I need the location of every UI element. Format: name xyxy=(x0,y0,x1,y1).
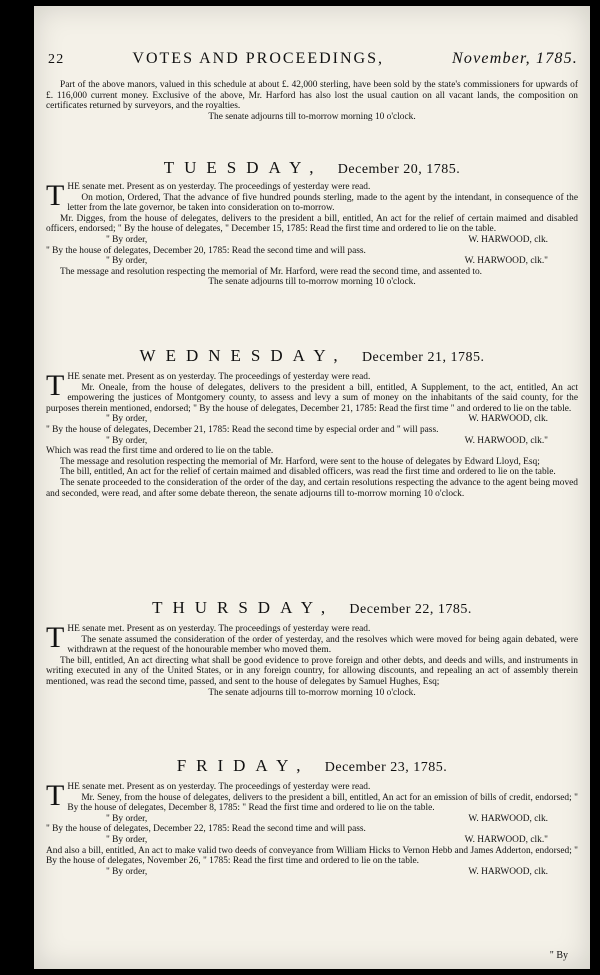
tuesday-heading xyxy=(46,158,578,178)
tuesday-section xyxy=(46,179,578,288)
friday-heading xyxy=(46,756,578,776)
wednesday-section xyxy=(46,369,578,499)
clerk-name: W. HARWOOD, clk. xyxy=(468,414,548,425)
signature-line xyxy=(46,256,578,267)
by-order: " By order, xyxy=(106,866,148,877)
intro-section xyxy=(46,80,578,122)
paragraph: " By the house of delegates, December 21, 1785: Read the second time by especial order and " will pass. xyxy=(46,424,439,435)
clerk-name: W. HARWOOD, clk. xyxy=(468,234,548,245)
paragraph: HE senate met. Present as on yesterday. The proceedings of yesterday were read. xyxy=(67,624,371,634)
signature-line xyxy=(46,867,578,878)
catchword: " By xyxy=(549,950,568,961)
clerk-name: W. HARWOOD, clk. xyxy=(468,866,548,877)
day-name: WEDNESDAY, xyxy=(139,346,348,365)
intro-paragraph: Part of the above manors, valued in this schedule at about £. 42,000 sterling, have been sold by the state's commissioners for upwards of £. 116,000 current money. Exclusive of the above, Mr. Harford has also lost the usual caution on all vacant lands, the composition on certificates returned by surveyors, and the royalties. xyxy=(46,80,578,112)
paragraph: And also a bill, entitled, An act to make valid two deeds of conveyance from William Hicks to Vernon Hebb and James Adderton, endorsed; " By the house of delegates, November 26, " 1785: Read the first time and ordered to lie on the table. xyxy=(46,845,578,867)
by-order: " By order, xyxy=(106,834,148,845)
paragraph: The senate assumed the consideration of the order of yesterday, and the resolves which were moved for being again debated, were withdrawn at the request of the honourable member who moved them. xyxy=(67,634,578,656)
friday-section xyxy=(46,779,578,877)
signature-line xyxy=(46,835,578,846)
adjourn-line: The senate adjourns till to-morrow morning 10 o'clock. xyxy=(208,277,416,288)
signature-line xyxy=(46,235,578,246)
paragraph: " By the house of delegates, December 22, 1785: Read the second time and will pass. xyxy=(46,824,366,835)
paragraph: HE senate met. Present as on yesterday. The proceedings of yesterday were read. xyxy=(67,372,371,382)
by-order: " By order, xyxy=(106,256,148,267)
page-header xyxy=(48,50,578,68)
document-page xyxy=(34,6,590,969)
clerk-name: W. HARWOOD, clk. xyxy=(468,813,548,824)
paragraph: On motion, Ordered, That the advance of five hundred pounds sterling, made to the agent by the intendant, in consequence of the letter from the late governor, be taken into consideration on to-morrow. xyxy=(67,192,578,214)
paragraph: The bill, entitled, An act for the relief of certain maimed and disabled officers, was read the first time and ordered to lie on the table. xyxy=(60,467,556,478)
paragraph: The bill, entitled, An act directing what shall be good evidence to prove foreign and other debts, and deeds and wills, and instruments in writing executed in any of the United States, or in any foreign country, for allowing discounts, and repealing an act of assembly therein mentioned, was read the second time, passed, and sent to the house of delegates by Samuel Hughes, Esq; xyxy=(46,655,578,687)
day-name: THURSDAY, xyxy=(152,598,336,617)
drop-cap: T xyxy=(46,179,65,212)
paragraph: Mr. Seney, from the house of delegates, delivers to the president a bill, entitled, An act for an emission of bills of credit, endorsed; " By the house of delegates, December 8, 1785: " Read the first time and ordered to lie on the table. xyxy=(67,792,578,814)
day-date: December 21, 1785. xyxy=(361,350,485,365)
running-title: VOTES AND PROCEEDINGS, xyxy=(132,50,384,67)
thursday-section xyxy=(46,621,578,698)
clerk-name: W. HARWOOD, clk." xyxy=(464,435,548,446)
paragraph: " By the house of delegates, December 20, 1785: Read the second time and will pass. xyxy=(46,245,366,256)
paragraph: Mr. Digges, from the house of delegates, delivers to the president a bill, entitled, An act for the relief of certain maimed and disabled officers, endorsed; " By the house of delegates, " December 15, 1785: Read the first time and ordered to lie on the table. xyxy=(46,213,578,235)
paragraph: HE senate met. Present as on yesterday. The proceedings of yesterday were read. xyxy=(67,182,371,192)
by-order: " By order, xyxy=(106,234,148,245)
paragraph: Which was read the first time and ordered to lie on the table. xyxy=(46,446,274,457)
paragraph: The message and resolution respecting the memorial of Mr. Harford, were read the second time, and assented to. xyxy=(60,266,482,277)
drop-cap: T xyxy=(46,779,65,812)
intro-adjourn: The senate adjourns till to-morrow morning 10 o'clock. xyxy=(208,111,416,122)
signature-line xyxy=(46,436,578,447)
page-number: 22 xyxy=(48,52,65,67)
by-order: " By order, xyxy=(106,435,148,446)
wednesday-heading xyxy=(46,346,578,366)
signature-line xyxy=(46,814,578,825)
by-order: " By order, xyxy=(106,813,148,824)
by-order: " By order, xyxy=(106,414,148,425)
drop-cap: T xyxy=(46,369,65,402)
day-date: December 22, 1785. xyxy=(349,602,472,617)
clerk-name: W. HARWOOD, clk." xyxy=(464,256,548,267)
clerk-name: W. HARWOOD, clk." xyxy=(464,834,548,845)
paragraph: The senate proceeded to the consideration of the order of the day, and certain resolutions respecting the advance to the agent being moved and seconded, were read, and after some debate thereon, the senate adjourns till to-morrow morning 10 o'clock. xyxy=(46,477,578,499)
signature-line xyxy=(46,414,578,425)
day-name: FRIDAY, xyxy=(176,756,311,775)
drop-cap: T xyxy=(46,621,65,654)
thursday-heading xyxy=(46,598,578,618)
paragraph: Mr. Oneale, from the house of delegates, delivers to the president a bill, entitled, A Supplement, to the act, entitled, An act empowering the justices of Montgomery county, to assess and levy a sum of money on the inhabitants of the said county, for the purposes therein mentioned, endorsed; " By the house of delegates, December 21, 1785: Read the first time " and ordered to lie on the table. xyxy=(46,382,578,414)
day-date: December 20, 1785. xyxy=(337,162,461,177)
day-name: TUESDAY, xyxy=(163,158,324,177)
day-date: December 23, 1785. xyxy=(324,760,448,775)
adjourn-line: The senate adjourns till to-morrow morning 10 o'clock. xyxy=(208,687,416,698)
paragraph: HE senate met. Present as on yesterday. The proceedings of yesterday were read. xyxy=(67,782,371,792)
paragraph: The message and resolution respecting the memorial of Mr. Harford, were sent to the house of delegates by Edward Lloyd, Esq; xyxy=(60,456,540,467)
running-date: November, 1785. xyxy=(452,50,578,67)
